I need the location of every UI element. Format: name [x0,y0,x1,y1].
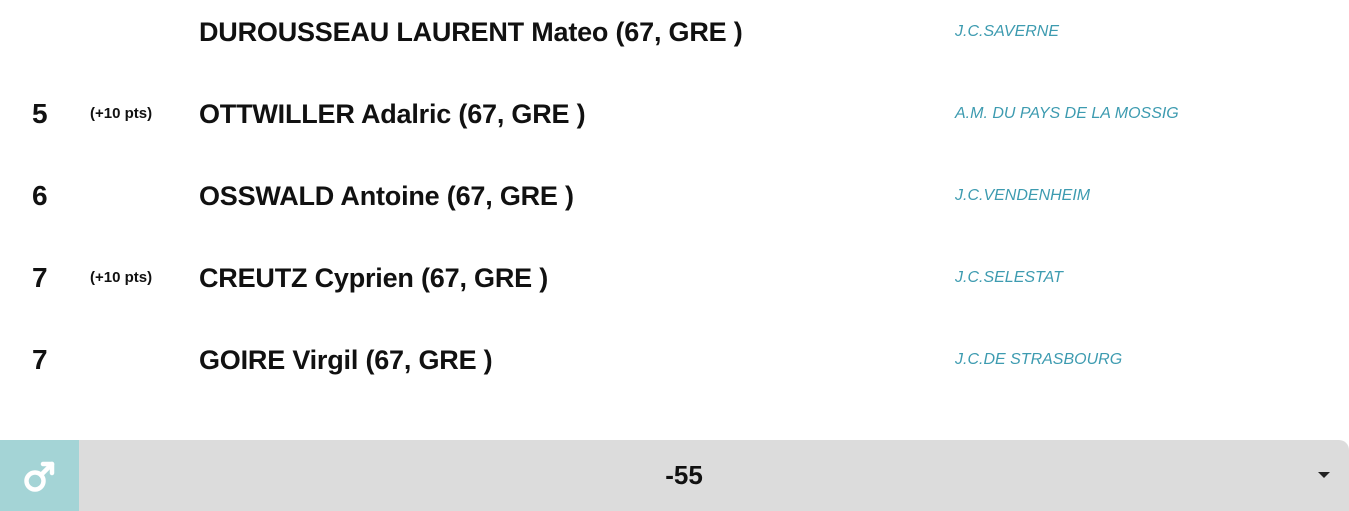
result-row [0,172,1349,220]
club-name: J.C.VENDENHEIM [955,187,1091,204]
athlete-name: DUROUSSEAU LAURENT Mateo (67, GRE ) [199,17,743,47]
rank: 6 [32,180,48,211]
gender-badge [0,440,79,511]
club-name: A.M. DU PAYS DE LA MOSSIG [955,105,1179,122]
category-label: -55 [665,460,703,490]
club-name: J.C.SAVERNE [955,23,1060,40]
result-row [0,254,1349,302]
athlete-name: GOIRE Virgil (67, GRE ) [199,345,493,375]
result-row [0,8,1349,56]
club-name: J.C.DE STRASBOURG [955,351,1123,368]
bonus-points: (+10 pts) [90,269,153,286]
rank: 7 [32,262,48,293]
club-name: J.C.SELESTAT [955,269,1063,286]
caret-down-icon[interactable] [1318,472,1330,478]
athlete-name: CREUTZ Cyprien (67, GRE ) [199,263,549,293]
weight-category-toggle[interactable] [0,440,1349,511]
rank: 5 [32,98,48,129]
male-icon [22,460,58,494]
bonus-points: (+10 pts) [90,105,153,122]
athlete-name: OSSWALD Antoine (67, GRE ) [199,181,574,211]
result-row [0,336,1349,384]
rank: 7 [32,344,48,375]
athlete-name: OTTWILLER Adalric (67, GRE ) [199,99,586,129]
result-row [0,90,1349,138]
